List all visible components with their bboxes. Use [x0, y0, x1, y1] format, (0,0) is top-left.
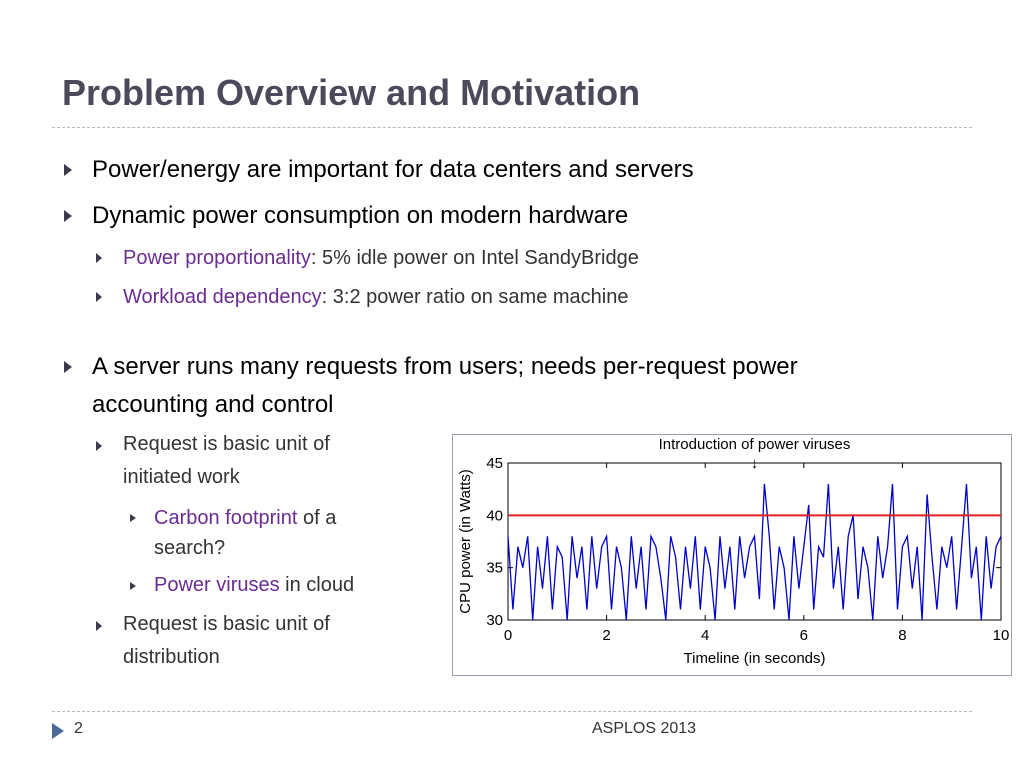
cpu-power-chart	[452, 434, 1012, 676]
sub-bullet-distribution-line1: Request is basic unit of	[123, 613, 330, 635]
carbon-footprint-detail: of a	[297, 507, 337, 529]
y-tick-label: 30	[486, 612, 503, 629]
sub-bullet-arrow-icon	[96, 441, 102, 451]
x-tick-label: 6	[799, 627, 808, 644]
sub-bullet-distribution-line2: distribution	[123, 646, 220, 668]
power-proportionality-detail: : 5% idle power on Intel SandyBridge	[310, 247, 639, 269]
chart-title: Introduction of power viruses	[658, 436, 851, 453]
y-tick-label: 45	[486, 455, 503, 472]
bullet-server-requests-line1: A server runs many requests from users; needs per-request power	[92, 353, 798, 380]
y-tick-label: 35	[486, 559, 503, 577]
slide-title: Problem Overview and Motivation	[62, 72, 641, 113]
x-tick-label: 10	[992, 627, 1010, 644]
bullet-arrow-icon	[64, 361, 72, 373]
bullet-power-energy: Power/energy are important for data centers and servers	[92, 156, 694, 183]
sub-bullet-arrow-icon	[96, 253, 102, 263]
sub-sub-bullet-carbon-footprint	[154, 502, 336, 534]
sub-bullet-power-proportionality	[123, 240, 639, 276]
power-proportionality-term: Power proportionality	[123, 247, 311, 269]
title-divider	[52, 127, 972, 128]
chart-x-axis-label: Timeline (in seconds)	[683, 650, 826, 667]
sub-sub-bullet-power-viruses	[154, 569, 354, 601]
sub-sub-bullet-arrow-icon	[130, 582, 136, 590]
x-tick-label: 8	[898, 627, 907, 644]
sub-bullet-arrow-icon	[96, 292, 102, 302]
annotation-arrow-icon: ↓	[750, 455, 759, 472]
sub-bullet-initiated-work-line2: initiated work	[123, 466, 240, 488]
x-tick-label: 2	[602, 627, 611, 644]
power-viruses-detail: in cloud	[279, 574, 355, 596]
x-tick-label: 4	[701, 627, 710, 644]
y-tick-label: 40	[486, 507, 503, 525]
footer-divider	[52, 711, 972, 712]
bullet-arrow-icon	[64, 210, 72, 222]
carbon-footprint-term: Carbon footprint	[154, 507, 298, 529]
conference-label: ASPLOS 2013	[592, 720, 697, 737]
bullet-server-requests-line2: accounting and control	[92, 391, 334, 418]
sub-sub-bullet-arrow-icon	[130, 514, 136, 522]
bullet-arrow-icon	[64, 164, 72, 176]
footer-arrow-icon	[52, 723, 64, 739]
workload-dependency-detail: : 3:2 power ratio on same machine	[321, 286, 629, 308]
cpu-power-chart-svg	[453, 435, 1011, 675]
chart-y-axis-label: CPU power (in Watts)	[457, 469, 474, 614]
sub-sub-bullet-carbon-footprint-line2: search?	[154, 537, 226, 559]
x-tick-label: 0	[503, 627, 513, 644]
page-number: 2	[74, 720, 83, 737]
cpu-power-series-line	[508, 484, 1001, 620]
bullet-dynamic-power: Dynamic power consumption on modern hardware	[92, 202, 629, 229]
power-viruses-term: Power viruses	[154, 574, 280, 596]
sub-bullet-workload-dependency	[123, 279, 628, 315]
workload-dependency-term: Workload dependency	[123, 286, 322, 308]
sub-bullet-arrow-icon	[96, 621, 102, 631]
sub-bullet-initiated-work-line1: Request is basic unit of	[123, 433, 330, 455]
